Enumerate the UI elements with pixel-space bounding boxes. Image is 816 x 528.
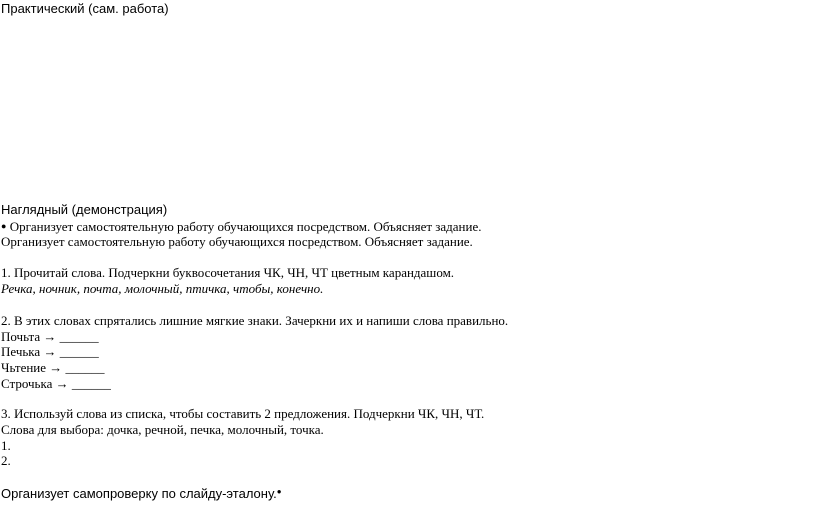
task2-instruction: 2. В этих словах спрятались лишние мягкие знаки. Зачеркни их и напиши слова правильно. <box>1 313 509 328</box>
bullet-icon: ● <box>1 221 7 231</box>
task3-instruction: 3. Используй слова из списка, чтобы составить 2 предложения. Подчеркни ЧК, ЧН, ЧТ. <box>1 406 485 421</box>
self-check-line <box>1 484 282 502</box>
intro-repeat-line: Организует самостоятельную работу обучающихся посредством. Объясняет задание. <box>1 234 473 249</box>
task2-item: Строчька → ______ <box>1 376 111 391</box>
task1-instruction: 1. Прочитай слова. Подчеркни буквосочетания ЧК, ЧН, ЧТ цветным карандашом. <box>1 265 455 280</box>
task2-item: Почьта → ______ <box>1 329 99 344</box>
method-practical-heading: Практический (сам. работа) <box>1 1 169 16</box>
intro-bulleted-line <box>1 218 482 235</box>
task3-answer-line: 1. <box>1 438 11 453</box>
task1-words: Речка, ночник, почта, молочный, птичка, чтобы, конечно. <box>1 281 324 296</box>
bullet-icon: ● <box>276 487 282 496</box>
task3-choices: Слова для выбора: дочка, речной, печка, молочный, точка. <box>1 422 324 437</box>
self-check-text: Организует самопроверку по слайду-эталону. <box>1 486 277 501</box>
task2-item: Печька → ______ <box>1 344 99 359</box>
task2-item: Чьтение → ______ <box>1 360 105 375</box>
method-visual-heading: Наглядный (демонстрация) <box>1 202 168 217</box>
task3-answer-line: 2. <box>1 453 11 468</box>
intro-bulleted-text: Организует самостоятельную работу обучающихся посредством. Объясняет задание. <box>6 219 482 234</box>
